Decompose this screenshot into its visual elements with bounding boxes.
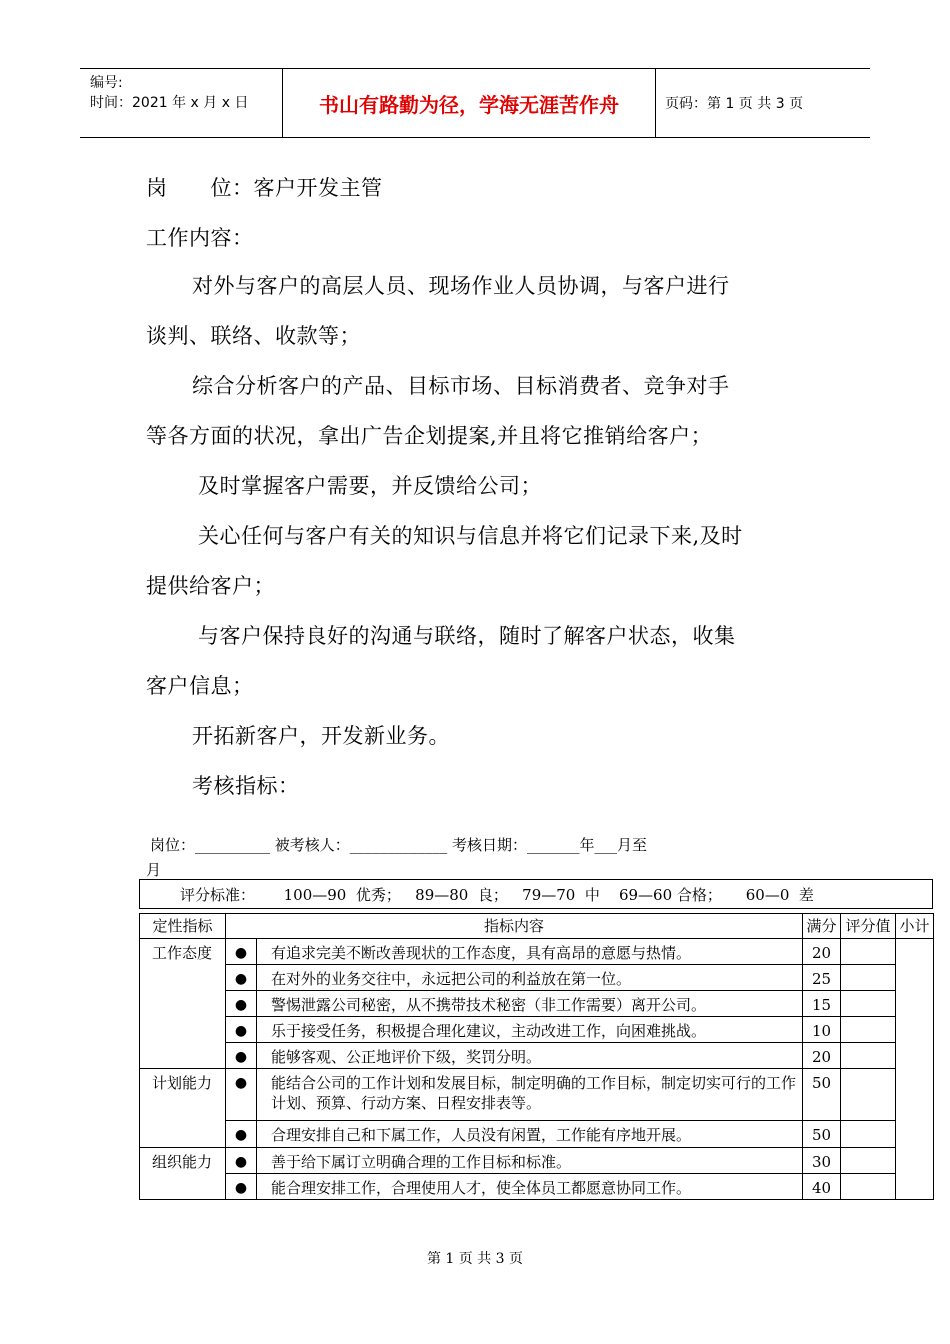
category-cell: 工作态度 bbox=[140, 939, 226, 1069]
meta-line-2: 月 bbox=[146, 861, 162, 879]
item-max: 40 bbox=[803, 1174, 841, 1200]
header-category: 定性指标 bbox=[140, 914, 226, 939]
score-cell[interactable] bbox=[841, 965, 896, 991]
table-row bbox=[140, 1069, 934, 1121]
paragraph-line: 开拓新客户，开发新业务。 bbox=[192, 724, 450, 748]
item-max: 50 bbox=[803, 1069, 841, 1121]
item-max: 20 bbox=[803, 939, 841, 965]
score-cell[interactable] bbox=[841, 1069, 896, 1121]
score-cell[interactable] bbox=[841, 1043, 896, 1069]
score-cell[interactable] bbox=[841, 1148, 896, 1174]
table-row bbox=[140, 965, 934, 991]
bullet-icon: ● bbox=[226, 1069, 257, 1121]
page-header bbox=[80, 68, 870, 138]
item-max: 50 bbox=[803, 1121, 841, 1148]
bullet-icon: ● bbox=[226, 991, 257, 1017]
item-max: 25 bbox=[803, 965, 841, 991]
item-content: 警惕泄露公司秘密，从不携带技术秘密（非工作需要）离开公司。 bbox=[257, 991, 803, 1017]
item-content: 在对外的业务交往中，永远把公司的利益放在第一位。 bbox=[257, 965, 803, 991]
table-row bbox=[140, 1148, 934, 1174]
bullet-icon: ● bbox=[226, 1121, 257, 1148]
item-content: 合理安排自己和下属工作，人员没有闲置，工作能有序地开展。 bbox=[257, 1121, 803, 1148]
item-max: 20 bbox=[803, 1043, 841, 1069]
meta-line: 岗位：__________ 被考核人：_____________ 考核日期：_______年___月至 bbox=[150, 836, 648, 854]
bullet-icon: ● bbox=[226, 1043, 257, 1069]
paragraph-line: 关心任何与客户有关的知识与信息并将它们记录下来,及时 bbox=[198, 524, 743, 548]
item-content: 能结合公司的工作计划和发展目标，制定明确的工作目标，制定切实可行的工作计划、预算、行动方案、日程安排表等。 bbox=[257, 1069, 803, 1121]
table-header-row bbox=[140, 914, 934, 939]
table-row bbox=[140, 1121, 934, 1148]
table-row bbox=[140, 991, 934, 1017]
score-cell[interactable] bbox=[841, 1174, 896, 1200]
item-max: 10 bbox=[803, 1017, 841, 1043]
table-row bbox=[140, 939, 934, 965]
category-cell: 组织能力 bbox=[140, 1148, 226, 1200]
score-cell[interactable] bbox=[841, 991, 896, 1017]
paragraph-line: 及时掌握客户需要，并反馈给公司； bbox=[198, 474, 542, 498]
score-cell[interactable] bbox=[841, 1017, 896, 1043]
bullet-icon: ● bbox=[226, 1174, 257, 1200]
table-row bbox=[140, 1174, 934, 1200]
table-row bbox=[140, 1043, 934, 1069]
header-score: 评分值 bbox=[841, 914, 896, 939]
paragraph-line: 等各方面的状况，拿出广告企划提案,并且将它推销给客户； bbox=[146, 424, 713, 448]
paragraph-line: 与客户保持良好的沟通与联络，随时了解客户状态，收集 bbox=[198, 624, 736, 648]
page-info: 页码：第 1 页 共 3 页 bbox=[665, 96, 804, 112]
motto: 书山有路勤为径，学海无涯苦作舟 bbox=[283, 69, 656, 137]
score-cell[interactable] bbox=[841, 1121, 896, 1148]
assessment-heading: 考核指标： bbox=[192, 774, 300, 798]
item-content: 善于给下属订立明确合理的工作目标和标准。 bbox=[257, 1148, 803, 1174]
category-cell: 计划能力 bbox=[140, 1069, 226, 1148]
subtotal-cell[interactable] bbox=[896, 939, 934, 1200]
position-line: 岗 位：客户开发主管 bbox=[146, 176, 383, 200]
item-content: 能够客观、公正地评价下级，奖罚分明。 bbox=[257, 1043, 803, 1069]
item-content: 能合理安排工作，合理使用人才，使全体员工都愿意协同工作。 bbox=[257, 1174, 803, 1200]
bullet-icon: ● bbox=[226, 965, 257, 991]
table-row bbox=[140, 1017, 934, 1043]
page-footer: 第 1 页 共 3 页 bbox=[426, 1251, 524, 1267]
item-content: 有追求完美不断改善现状的工作态度，具有高昂的意愿与热情。 bbox=[257, 939, 803, 965]
paragraph-line: 谈判、联络、收款等； bbox=[146, 324, 361, 348]
score-cell[interactable] bbox=[841, 939, 896, 965]
paragraph-line: 对外与客户的高层人员、现场作业人员协调，与客户进行 bbox=[192, 274, 730, 298]
header-max: 满分 bbox=[803, 914, 841, 939]
time-label: 时间：2021 年 x 月 x 日 bbox=[90, 95, 249, 111]
item-max: 30 bbox=[803, 1148, 841, 1174]
paragraph-line: 提供给客户； bbox=[146, 574, 275, 598]
paragraph-line: 客户信息； bbox=[146, 674, 254, 698]
paragraph-line: 综合分析客户的产品、目标市场、目标消费者、竞争对手 bbox=[192, 374, 730, 398]
scoring-standard: 评分标准： 100—90 优秀； 89—80 良； 79—70 中 69—60 合格； 60—0 差 bbox=[139, 879, 933, 909]
bullet-icon: ● bbox=[226, 939, 257, 965]
header-info-cell bbox=[80, 69, 283, 137]
item-content: 乐于接受任务，积极提合理化建议，主动改进工作，向困难挑战。 bbox=[257, 1017, 803, 1043]
bullet-icon: ● bbox=[226, 1017, 257, 1043]
item-max: 15 bbox=[803, 991, 841, 1017]
header-content: 指标内容 bbox=[226, 914, 803, 939]
bullet-icon: ● bbox=[226, 1148, 257, 1174]
header-subtotal: 小计 bbox=[896, 914, 934, 939]
number-label: 编号: bbox=[90, 75, 123, 91]
assessment-table bbox=[139, 913, 934, 1200]
content-heading: 工作内容： bbox=[146, 226, 254, 250]
